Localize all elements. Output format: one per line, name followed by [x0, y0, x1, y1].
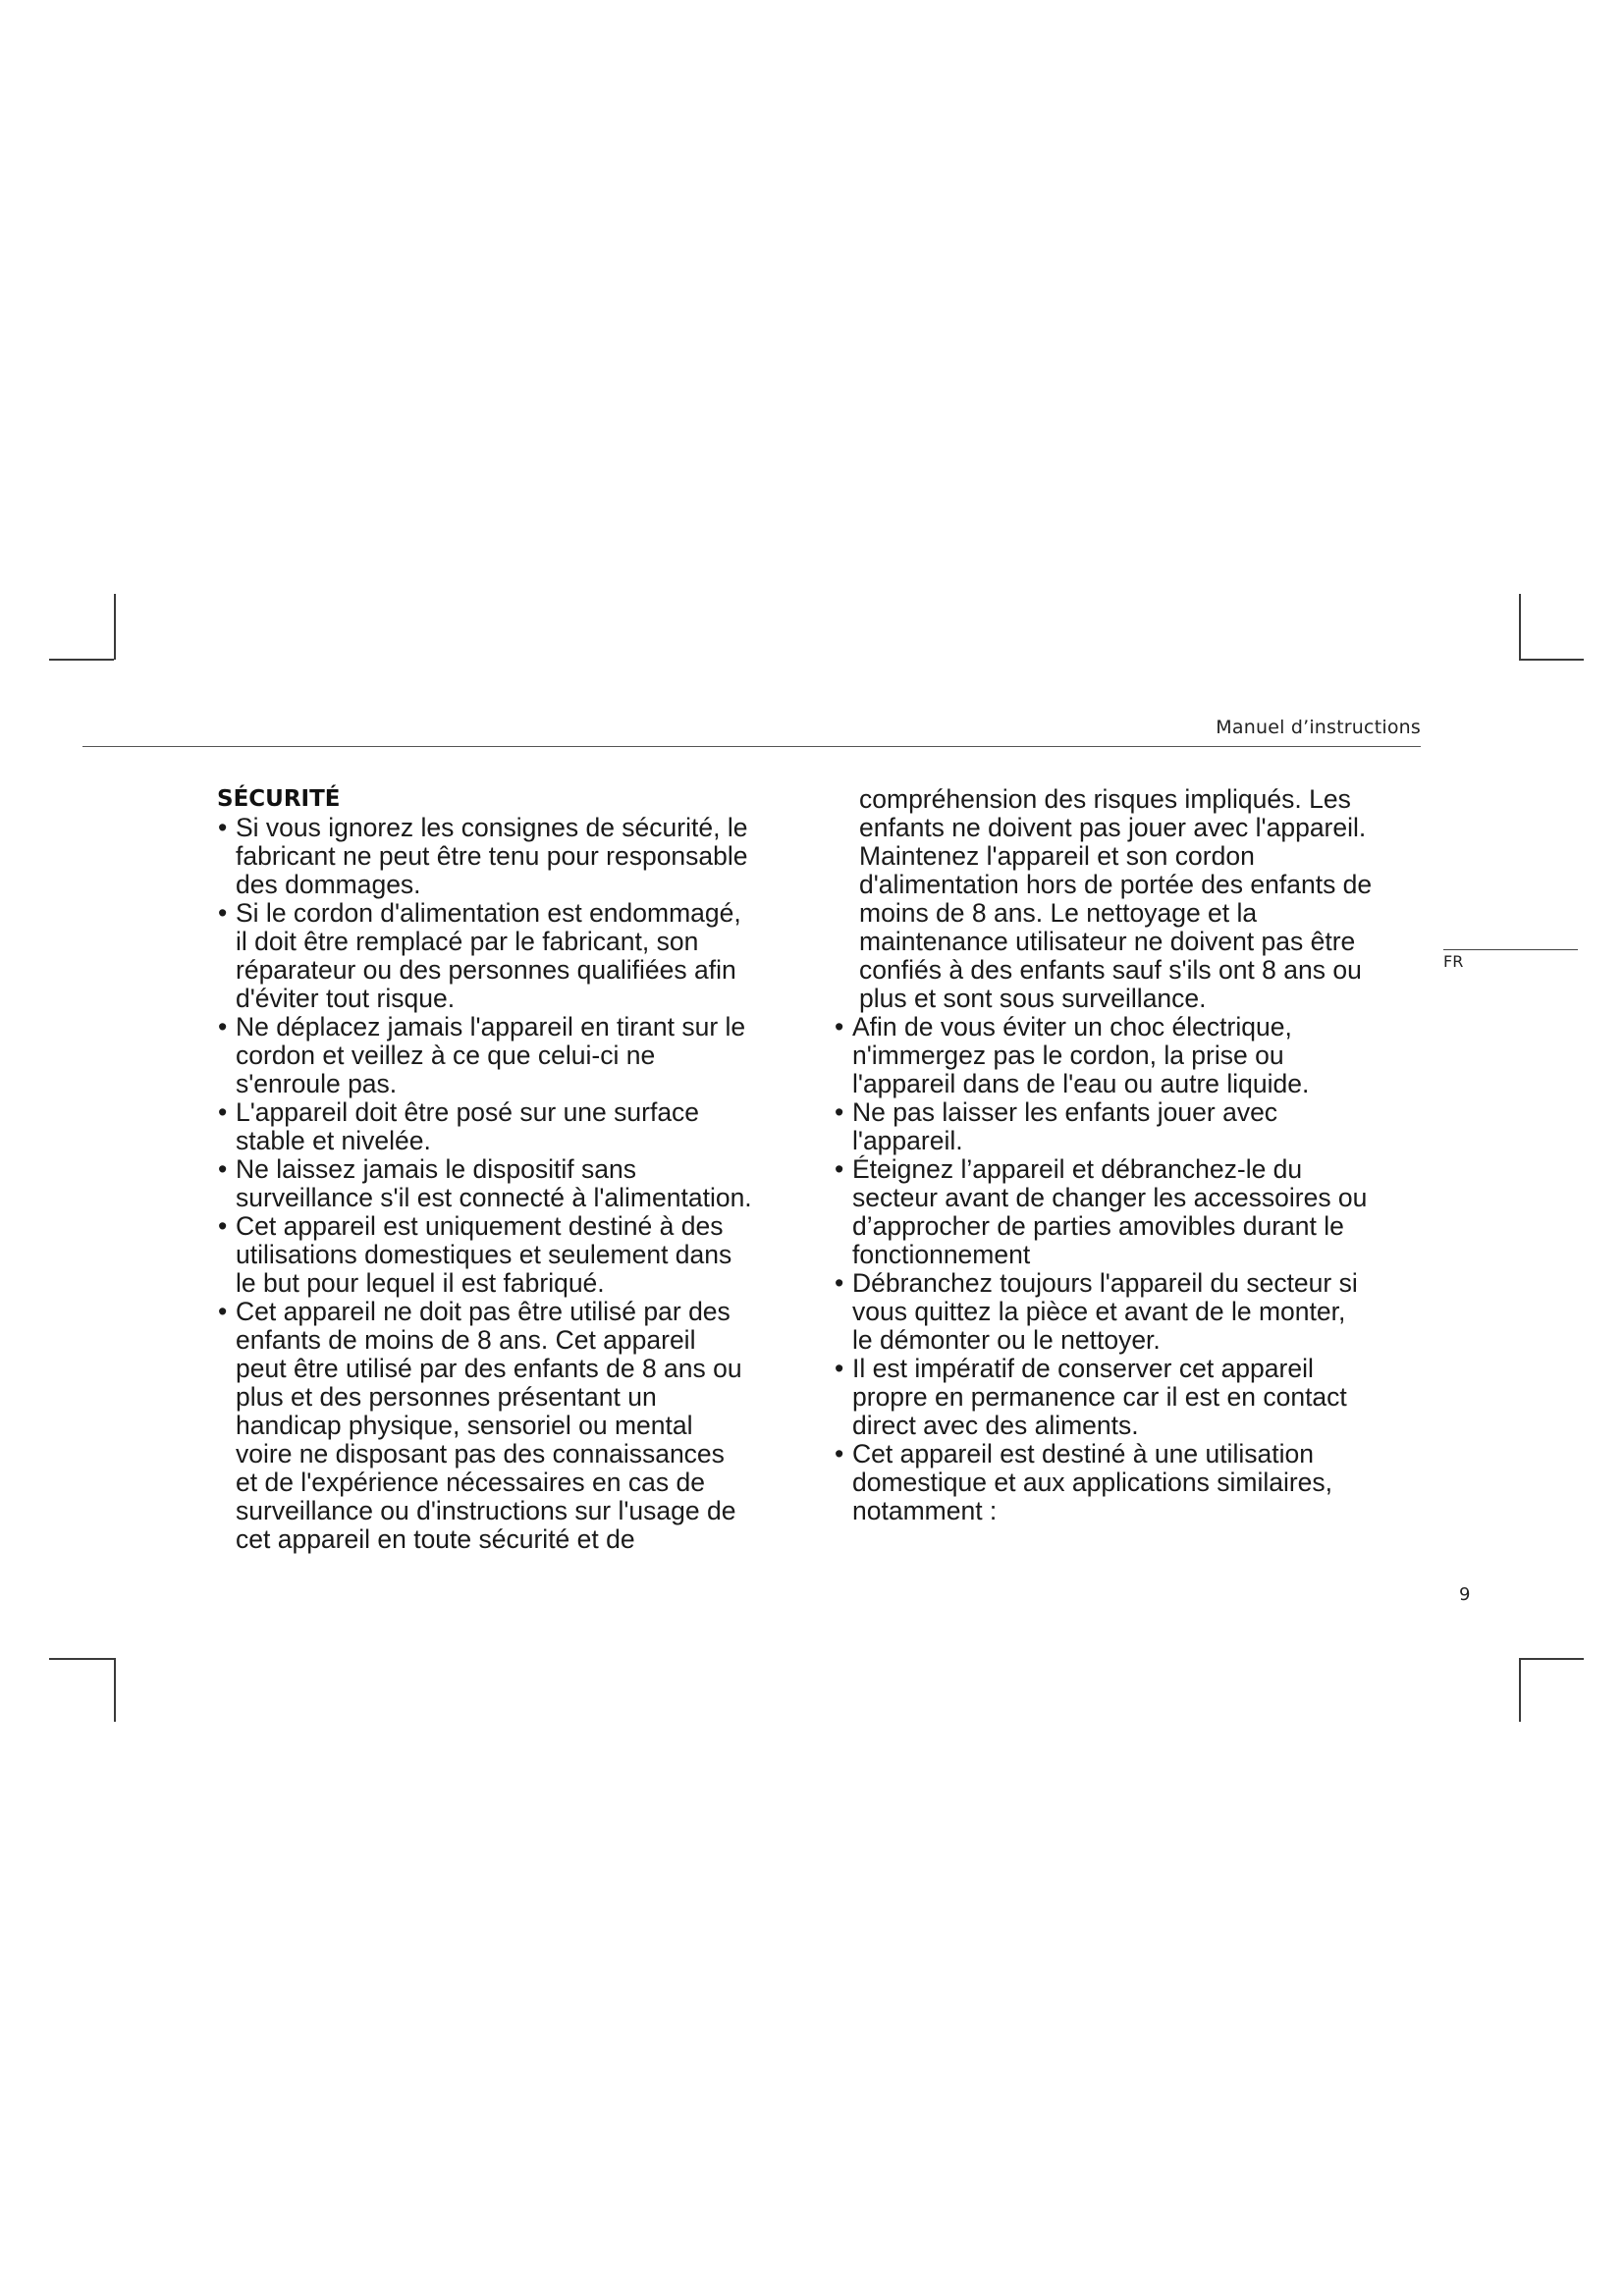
safety-item-line: l'appareil dans de l'eau ou autre liquide.: [852, 1069, 1310, 1098]
continuation-line: compréhension des risques impliqués. Les: [859, 784, 1351, 814]
safety-item-line: • Cet appareil ne doit pas être utilisé par des: [236, 1297, 731, 1326]
safety-item-line: peut être utilisé par des enfants de 8 ans ou: [236, 1354, 742, 1383]
safety-item: [833, 1155, 1432, 1269]
continuation-line: confiés à des enfants sauf s'ils ont 8 ans ou: [859, 955, 1362, 985]
safety-item-line: enfants de moins de 8 ans. Cet appareil: [236, 1325, 696, 1355]
safety-item-line: surveillance ou d'instructions sur l'usage de: [236, 1496, 736, 1525]
safety-item: [833, 1098, 1432, 1155]
safety-item-line: • Éteignez l’appareil et débranchez-le du: [852, 1154, 1303, 1184]
safety-item-line: plus et des personnes présentant un: [236, 1382, 657, 1412]
safety-item-line: • Il est impératif de conserver cet appareil: [852, 1354, 1314, 1383]
safety-item-line: l'appareil.: [852, 1126, 963, 1155]
safety-item-line: domestique et aux applications similaires,: [852, 1468, 1333, 1497]
safety-item-line: secteur avant de changer les accessoires ou: [852, 1183, 1368, 1212]
safety-item: [833, 1355, 1432, 1440]
safety-list-right: [833, 1013, 1432, 1525]
safety-item-line: fabricant ne peut être tenu pour responsable: [236, 841, 748, 871]
safety-item-line: stable et nivelée.: [236, 1126, 431, 1155]
manual-header-title: Manuel d’instructions: [1216, 717, 1421, 738]
safety-item-line: le but pour lequel il est fabriqué.: [236, 1268, 605, 1298]
safety-item-line: s'enroule pas.: [236, 1069, 398, 1098]
safety-item-line: direct avec des aliments.: [852, 1411, 1139, 1440]
language-tab-divider: [1443, 949, 1578, 950]
safety-item-line: • Si vous ignorez les consignes de sécurité, le: [236, 813, 748, 842]
safety-item: [216, 1212, 825, 1298]
continuation-line: plus et sont sous surveillance.: [859, 984, 1207, 1013]
safety-item-line: notamment :: [852, 1496, 998, 1525]
right-column: [833, 785, 1432, 1525]
continuation-line: d'alimentation hors de portée des enfants de: [859, 870, 1373, 899]
left-column: [216, 785, 825, 1554]
header-divider: [82, 746, 1421, 747]
safety-item: [833, 1013, 1432, 1098]
safety-item-line: • Ne pas laisser les enfants jouer avec: [852, 1097, 1278, 1127]
safety-list-left: [216, 814, 825, 1554]
safety-item-line: • Ne déplacez jamais l'appareil en tirant sur le: [236, 1012, 746, 1041]
safety-item-line: • L'appareil doit être posé sur une surface: [236, 1097, 700, 1127]
safety-item-line: d’approcher de parties amovibles durant le: [852, 1211, 1344, 1241]
safety-item-line: réparateur ou des personnes qualifiées afin: [236, 955, 736, 985]
safety-item-line: • Ne laissez jamais le dispositif sans: [236, 1154, 636, 1184]
safety-item-line: et de l'expérience nécessaires en cas de: [236, 1468, 705, 1497]
safety-item-line: cet appareil en toute sécurité et de: [236, 1524, 635, 1554]
safety-item-line: cordon et veillez à ce que celui-ci ne: [236, 1041, 656, 1070]
safety-item-line: • Cet appareil est destiné à une utilisation: [852, 1439, 1314, 1468]
safety-item: [833, 1440, 1432, 1525]
page-number: 9: [1459, 1584, 1471, 1605]
safety-item-line: surveillance s'il est connecté à l'alimentation.: [236, 1183, 752, 1212]
section-title: SÉCURITÉ: [217, 786, 341, 812]
safety-item: [216, 1013, 825, 1098]
language-tab: FR: [1443, 952, 1464, 971]
safety-item-line: • Si le cordon d'alimentation est endommagé,: [236, 898, 741, 928]
continuation-line: maintenance utilisateur ne doivent pas être: [859, 927, 1356, 956]
safety-item-line: vous quittez la pièce et avant de le monter,: [852, 1297, 1346, 1326]
safety-item: [216, 899, 825, 1013]
safety-item-line: le démonter ou le nettoyer.: [852, 1325, 1161, 1355]
safety-item-line: il doit être remplacé par le fabricant, son: [236, 927, 699, 956]
safety-item-line: voire ne disposant pas des connaissances: [236, 1439, 725, 1468]
safety-item-line: d'éviter tout risque.: [236, 984, 456, 1013]
safety-item: [216, 1155, 825, 1212]
safety-item: [216, 1098, 825, 1155]
safety-item-line: utilisations domestiques et seulement dans: [236, 1240, 732, 1269]
safety-item-line: fonctionnement: [852, 1240, 1031, 1269]
continuation-line: moins de 8 ans. Le nettoyage et la: [859, 898, 1258, 928]
continuation-line: enfants ne doivent pas jouer avec l'appareil.: [859, 813, 1367, 842]
safety-item: [216, 814, 825, 899]
continuation-paragraph: [833, 785, 1432, 1013]
safety-item: [216, 1298, 825, 1554]
safety-item: [833, 1269, 1432, 1355]
safety-item-line: • Débranchez toujours l'appareil du secteur si: [852, 1268, 1358, 1298]
safety-item-line: propre en permanence car il est en contact: [852, 1382, 1347, 1412]
safety-item-line: n'immergez pas le cordon, la prise ou: [852, 1041, 1284, 1070]
safety-item-line: • Cet appareil est uniquement destiné à des: [236, 1211, 724, 1241]
safety-item-line: des dommages.: [236, 870, 421, 899]
safety-item-line: handicap physique, sensoriel ou mental: [236, 1411, 693, 1440]
safety-item-line: • Afin de vous éviter un choc électrique,: [852, 1012, 1292, 1041]
continuation-line: Maintenez l'appareil et son cordon: [859, 841, 1255, 871]
